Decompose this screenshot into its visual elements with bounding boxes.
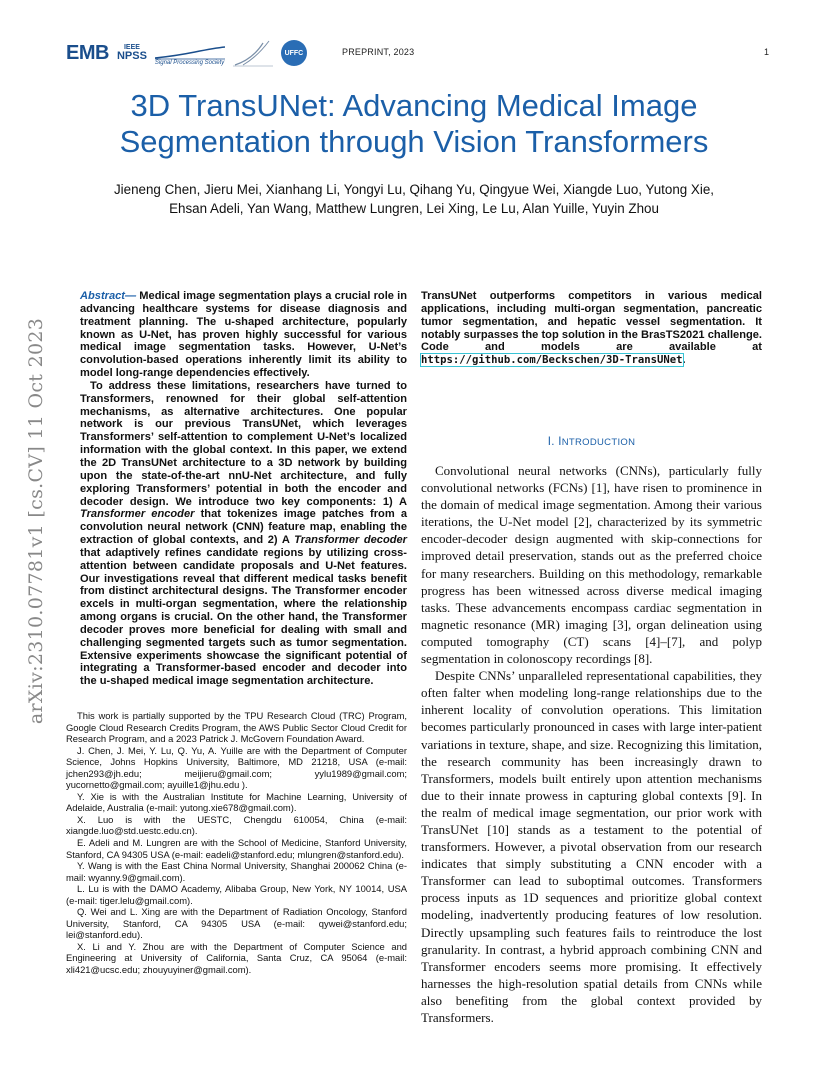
- sps-wave-icon: [155, 46, 225, 60]
- abstract-continuation: TransUNet outperforms competitors in various medical applications, including multi-organ segmentation, pancreatic tumor segmentation, and hepatic vessel segmentation. It notably surpasses the top solution in the BrasTS2021 challenge. Code and models are available at https://github.com/Beckschen/3D-TransUNet.: [421, 290, 762, 367]
- ieee-logo-text: IEEE: [123, 44, 140, 51]
- abstract-right-column: [421, 290, 762, 367]
- page-number: 1: [764, 47, 770, 57]
- footnote-affiliation: J. Chen, J. Mei, Y. Lu, Q. Yu, A. Yuille are with the Department of Computer Science, Johns Hopkins University, Baltimore, MD 21218, USA (e-mail: jchen293@jh.edu; meijieru@gmail.com; yylu1989@gmail.com; yucornetto@gmail.com; ayuille1@jhu.edu ).: [66, 744, 407, 791]
- title-line-2: Segmentation through Vision Transformers: [119, 124, 709, 159]
- running-head: PREPRINT, 2023: [342, 47, 415, 57]
- section-heading-introduction: I. INTRODUCTION: [547, 436, 636, 448]
- footnote-affiliation: Q. Wei and L. Xing are with the Department of Radiation Oncology, Stanford University, Stanford, CA 94305 USA (e-mail: qywei@stanford.edu; lei@stanford.edu).: [66, 906, 407, 941]
- introduction-body: [421, 462, 762, 1026]
- signal-processing-society-logo: [155, 40, 225, 66]
- publisher-logos: [66, 38, 307, 68]
- code-repository-link[interactable]: https://github.com/Beckschen/3D-TransUNet: [421, 354, 683, 367]
- abstract-paragraph-1: Abstract— Medical image segmentation plays a crucial role in advancing healthcare systems for disease diagnosis and treatment planning. The u-shaped architecture, popularly known as U-Net, has proven highly successful for various medical image segmentation tasks. However, U-Net’s convolution-based operations inherently limit its ability to model long-range dependencies effectively.: [80, 290, 407, 380]
- footnote-funding: This work is partially supported by the TPU Research Cloud (TRC) Program, Google Cloud Research Credits Program, the AWS Public Sector Cloud Credit for Research Program, and a 2023 Patrick J. McGovern Foundation Award.: [66, 710, 407, 745]
- intro-paragraph-1: Convolutional neural networks (CNNs), particularly fully convolutional networks (FCNs) [1], have risen to prominence in the domain of medical image segmentation. Among their various iterations, the U-Net model [2], characterized by its symmetric encoder-decoder design augmented with skip-connections for improved detail preservation, stands out as the preferred choice for many researchers. Building on this methodology, remarkable progress has been witnessed across diverse medical imaging tasks. These advancements encompass cardiac segmentation in magnetic resonance (MR) imaging [3], organ delineation using computed tomography (CT) scans [4]–[7], and polyp segmentation in colonoscopy recordings [8].: [421, 463, 762, 667]
- arxiv-stamp: [26, 286, 46, 756]
- abstract-emphasis-decoder: Transformer decoder: [294, 534, 407, 547]
- swoosh-icon: [233, 39, 273, 67]
- abstract-paragraph-2: To address these limitations, researchers have turned to Transformers, renowned for their global self-attention mechanisms, as alternative architectures. One popular network is our previous TransUNet, which leverages Transformers’ self-attention to complement U-Net’s localized information with the global context. In this paper, we extend the 2D TransUNet architecture to a 3D network by building upon the state-of-the-art nnU-Net architecture, and fully exploring Transformers’ potential in both the encoder and decoder design. We introduce two key components: 1) A Transformer encoder that tokenizes image patches from a convolution neural network (CNN) feature map, enabling the extraction of global contexts, and 2) A Transformer decoder that adaptively refines candidate regions by utilizing cross-attention between candidate proposals and U-Net features. Our investigations reveal that different medical tasks benefit from distinct architectural designs. The Transformer encoder excels in multi-organ segmentation, where the relationship among organs is crucial. On the other hand, the Transformer decoder proves more beneficial for dealing with small and challenging segmented targets such as tumor segmentation. Extensive experiments showcase the significant potential of integrating a Transformer-based encoder and decoder into the u-shaped medical image segmentation architecture.: [80, 379, 407, 688]
- emb-logo: EMB: [66, 41, 109, 64]
- npss-logo-text: NPSS: [116, 50, 147, 62]
- intro-paragraph-2: Despite CNNs’ unparalleled representational capabilities, they often falter when modeling long-range relationships due to the inherent locality of convolution operations. This limitation becomes particularly pronounced in cases with large inter-patient variations in texture, shape, and size. Recognizing this limitation, the research community has been increasingly drawn to Transformers, models built entirely upon attention mechanisms due to their innate prowess in capturing global contexts [9]. In the realm of medical image segmentation, our prior work with TransUNet [10] stands as a testament to the potential of transformers. However, a pivotal observation from our research indicates that simply substituting a CNN encoder with a Transformer can lead to suboptimal outcomes. Transformers process inputs as 1D sequences and prioritize global context modeling, inadvertently producing features of low resolution. Directly upsampling such features fails to reintroduce the lost granularity. In contrast, a hybrid approach combining CNN and Transformer encoders seems more promising. It effectively harnesses the high-resolution spatial details from CNNs while also benefiting from the global context provided by Transformers.: [421, 668, 762, 1025]
- footnote-affiliation: X. Li and Y. Zhou are with the Department of Computer Science and Engineering at University of California, Santa Cruz, CA 95064 (e-mail: xli421@ucsc.edu; zhouyuyiner@gmail.com).: [66, 940, 407, 976]
- footnote-affiliation: Y. Xie is with the Australian Institute for Machine Learning, University of Adelaide, Australia (e-mail: yutong.xie678@gmail.com).: [66, 790, 407, 814]
- paper-title: [60, 88, 768, 160]
- authors-line-2: Ehsan Adeli, Yan Wang, Matthew Lungren, Lei Xing, Le Lu, Alan Yuille, Yuyin Zhou: [169, 201, 659, 216]
- title-line-1: 3D TransUNet: Advancing Medical Image: [130, 88, 698, 123]
- footnote-affiliation: E. Adeli and M. Lungren are with the School of Medicine, Stanford University, Stanford, CA 94305 USA (e-mail: eadeli@stanford.edu; mlungren@stanford.edu).: [66, 837, 407, 860]
- footnote-affiliation: Y. Wang is with the East China Normal University, Shanghai 200062 China (e-mail: wyanny.9@gmail.com).: [66, 860, 407, 883]
- abstract-emphasis-encoder: Transformer encoder: [80, 508, 195, 521]
- footnote-affiliation: L. Lu is with the DAMO Academy, Alibaba Group, New York, NY 10014, USA (e-mail: tiger.lelu@gmail.com).: [66, 883, 407, 906]
- footnote-affiliation: X. Luo is with the UESTC, Chengdu 610054, China (e-mail: xiangde.luo@std.uestc.edu.cn).: [66, 813, 407, 837]
- ieee-npss-logo: [117, 44, 147, 62]
- arxiv-identifier: arXiv:2310.07781v1 [cs.CV] 11 Oct 2023: [25, 317, 47, 725]
- footnotes: [66, 710, 407, 976]
- authors-line-1: Jieneng Chen, Jieru Mei, Xianhang Li, Yongyi Lu, Qihang Yu, Qingyue Wei, Xiangde Luo, Yutong Xie,: [113, 182, 715, 197]
- abstract-left-column: [80, 290, 407, 688]
- uffc-logo: UFFC: [281, 40, 307, 66]
- sps-logo-text: Signal Processing Society: [154, 60, 225, 66]
- abstract-label: Abstract—: [80, 290, 137, 302]
- author-list: [60, 180, 768, 218]
